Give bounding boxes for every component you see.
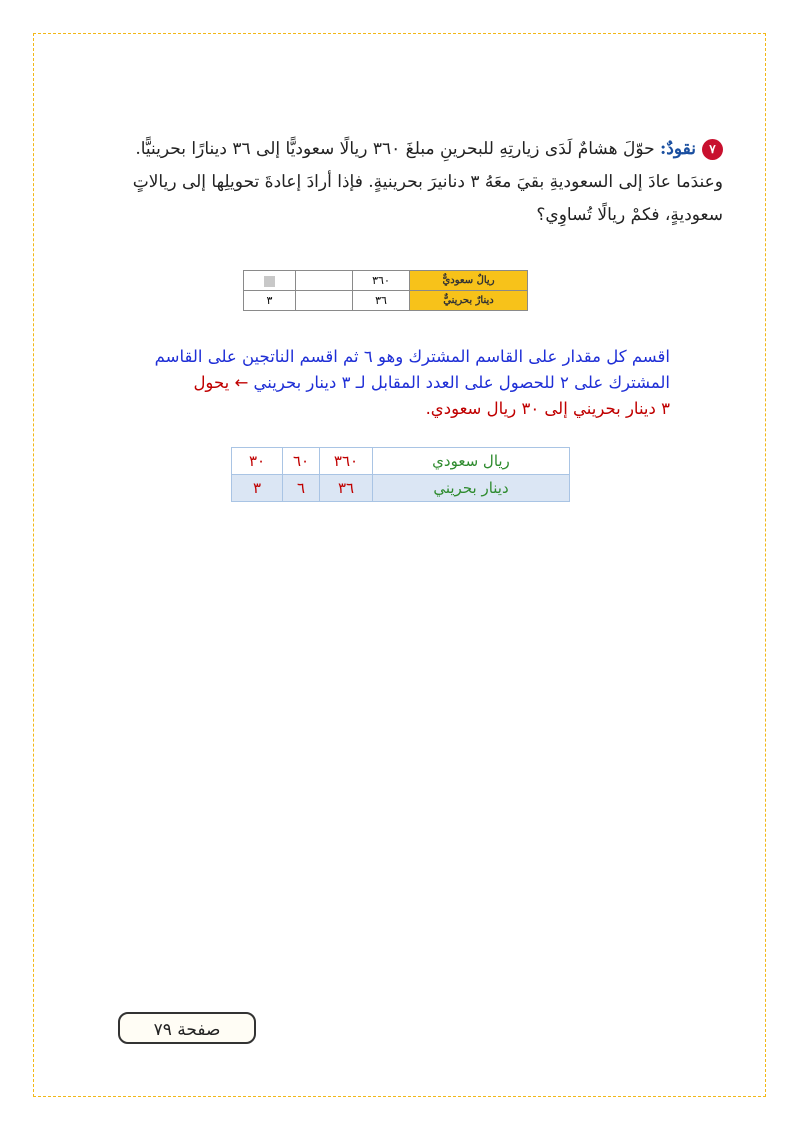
answer-cell: ٦ (283, 475, 320, 502)
explanation-line-2-red: ← يحول (193, 373, 249, 392)
explanation-line-3: ٣ دينار بحريني إلى ٣٠ ريال سعودي. (425, 399, 670, 418)
problem-line-3: سعوديةٍ، فكمْ ريالًا تُساوِي؟ (536, 205, 723, 225)
given-cell (296, 271, 353, 291)
given-cell-unknown (244, 271, 296, 291)
given-cell (296, 291, 353, 311)
answer-row-dinar (232, 475, 570, 502)
given-cell: ٣٦٠ (353, 271, 410, 291)
given-cell: ٣ (244, 291, 296, 311)
answer-label-dinar: دينار بحريني (373, 475, 570, 502)
problem-line-1-text: حوّلَ هشامٌ لَدَى زيارتِهِ للبحرينِ مبلغَ ٣٦٠ ريالًا سعوديًّا إلى ٣٦ دينارًا بحرينيًّا. (135, 139, 655, 159)
answer-cell: ٣٠ (232, 448, 283, 475)
answer-row-riyal (232, 448, 570, 475)
answer-cell: ٣٦ (320, 475, 373, 502)
explanation-line-2-blue: المشترك على ٢ للحصول على العدد المقابل لـ ٣ دينار بحريني (253, 373, 670, 392)
problem-text (80, 133, 723, 232)
problem-keyword: نقودٌ: (660, 139, 696, 159)
problem-line-2: وعندَما عادَ إلى السعوديةِ بقيَ معَهُ ٣ دنانيرَ بحرينيةٍ. فإذا أرادَ إعادةَ تحويلِها إلى ريالاتٍ (132, 172, 723, 192)
answer-label-riyal: ريال سعودي (373, 448, 570, 475)
unknown-box-icon (264, 276, 275, 287)
answer-cell: ٣٦٠ (320, 448, 373, 475)
given-row-dinar (244, 291, 528, 311)
problem-number-badge: ٧ (702, 139, 723, 160)
page-number-label: صفحة ٧٩ (118, 1012, 256, 1044)
given-table (243, 270, 528, 311)
given-label-dinar: دينارٌ بحرينيٌّ (410, 291, 528, 311)
given-cell: ٣٦ (353, 291, 410, 311)
explanation-line-1: اقسم كل مقدار على القاسم المشترك وهو ٦ ثم اقسم الناتجين على القاسم (154, 347, 670, 366)
given-label-riyal: ريالٌ سعوديٌّ (410, 271, 528, 291)
explanation-line-2 (110, 370, 670, 396)
given-row-riyal (244, 271, 528, 291)
answer-cell: ٣ (232, 475, 283, 502)
answer-table (231, 447, 570, 502)
solution-explanation (110, 344, 670, 422)
answer-cell: ٦٠ (283, 448, 320, 475)
problem-line-1 (80, 133, 723, 166)
